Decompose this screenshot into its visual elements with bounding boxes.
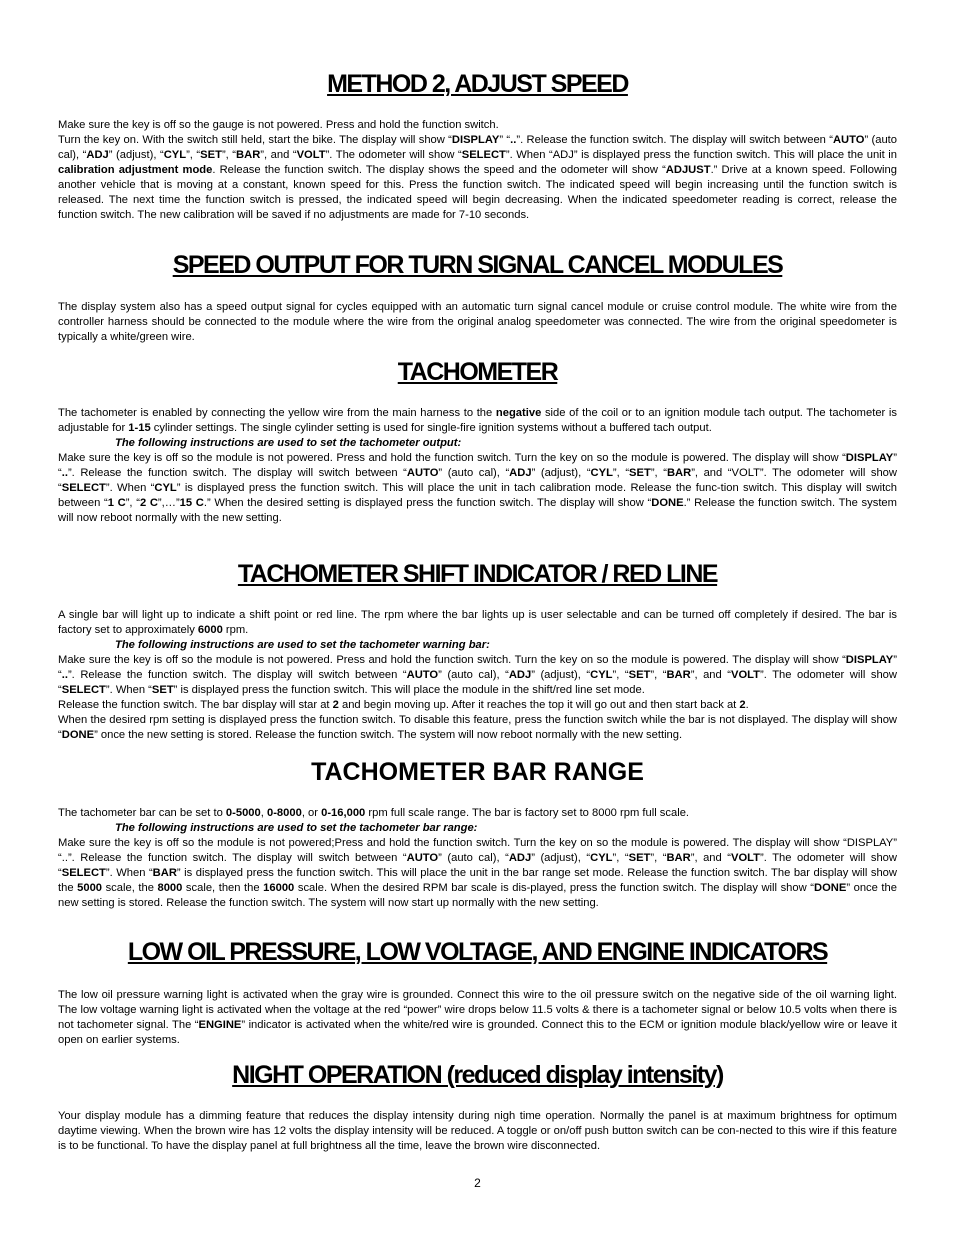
heading-shift-indicator: TACHOMETER SHIFT INDICATOR / RED LINE — [237, 560, 718, 588]
heading-indicators: LOW OIL PRESSURE, LOW VOLTAGE, AND ENGINE INDICATORS — [127, 938, 828, 966]
bar-range-note: The following instructions are used to set the tachometer bar range: — [115, 822, 478, 834]
tachometer-intro: The tachometer is enabled by connecting the yellow wire from the main harness to the negative side of the coil or to an ignition module tach output. The tachometer is adjustable for 1-15 cylinder settings. The single cylinder setting is used for single-fire ignition systems without a buffered tach output. — [58, 407, 897, 434]
bar-range-instructions: Make sure the key is off so the module is not powered;Press and hold the function switch. Turn the key on so the module is powered. The display will show “DISPLAY” “..”. Release the function switch. The display will switch between “AUTO” (auto cal), “ADJ” (adjust), “CYL”, “SET”, “BAR”, and “VOLT”. The odometer will show “SELECT”. When “BAR” is displayed press the function switch. This will place the unit in the bar range set mode. Release the function switch. The bar display will show the 5000 scale, the 8000 scale, then the 16000 scale. When the desired RPM bar scale is dis-played, press the function switch. The display will show “DONE” once the new setting is stored. Release the function switch. The system will now start up normally with the new setting. — [58, 837, 897, 909]
tachometer-instructions: Make sure the key is off so the module is not powered. Press and hold the function switch. Turn the key on so the module is powered. The display will show “DISPLAY” “..”. Release the function switch. The display will switch between “AUTO” (auto cal), “ADJ” (adjust), “CYL”, “SET”, “BAR”, and “VOLT”. The odometer will show “SELECT”. When “CYL” is displayed press the function switch. This will place the unit in tach calibration mode. Release the func-tion switch. This display will switch between “1 C”, “2 C”,…”15 C.” When the desired setting is displayed press the function switch. The display will show “DONE.” Release the function switch. The system will now reboot normally with the new setting. — [58, 452, 897, 524]
shift-indicator-intro: A single bar will light up to indicate a shift point or red line. The rpm where the bar lights up is user selectable and can be turned off completely if desired. The bar is factory set to approximately 6000 rpm. — [58, 609, 897, 636]
heading-method-2: METHOD 2, ADJUST SPEED — [327, 70, 628, 98]
speed-output-body: The display system also has a speed output signal for cycles equipped with an automatic turn signal cancel module or cruise control module. The white wire from the controller harness should be connected to the module where the wire from the original analog speedometer was connected. The wire from the original speedometer is typically a white/green wire. — [58, 301, 897, 343]
bar-range-intro: The tachometer bar can be set to 0-5000, 0-8000, or 0-16,000 rpm full scale range. The bar is factory set to 8000 rpm full scale. — [58, 807, 690, 819]
tachometer-note: The following instructions are used to set the tachometer output: — [115, 437, 462, 449]
heading-speed-output: SPEED OUTPUT FOR TURN SIGNAL CANCEL MODULES — [172, 251, 783, 279]
indicators-body: The low oil pressure warning light is activated when the gray wire is grounded. Connect this wire to the oil pressure switch on the negative side of the oil warning light. The low voltage warning light is activated when the voltage at the red “power” wire drops below 11.5 volts & there is a tachometer signal or below 10.5 volts when there is not tachometer signal. The “ENGINE” indicator is activated when the white/red wire is grounded. Connect this to the ECM or ignition module black/yellow wire or leave it open on earlier systems. — [58, 989, 897, 1046]
night-operation-body: Your display module has a dimming feature that reduces the display intensity during nigh time operation. Normally the panel is at maximum brightness for optimum daytime viewing. When the brown wire has 12 volts the display intensity will be reduced. A toggle or on/off push button switch can be con-nected to this wire if this feature is to be functional. To have the display panel at full brightness all the time, leave the brown wire disconnected. — [58, 1110, 897, 1152]
page-number: 2 — [474, 1176, 481, 1190]
shift-indicator-note: The following instructions are used to set the tachometer warning bar: — [115, 639, 490, 651]
method-2-intro: Make sure the key is off so the gauge is not powered. Press and hold the function switch. — [58, 119, 499, 131]
heading-bar-range: TACHOMETER BAR RANGE — [311, 758, 644, 786]
heading-night-operation: NIGHT OPERATION (reduced display intensity) — [232, 1061, 723, 1089]
shift-indicator-instructions: Make sure the key is off so the module is not powered. Press and hold the function switch. Turn the key on so the module is powered. The display will show “DISPLAY” “..”. Release the function switch. The display will switch between “AUTO” (auto cal), “ADJ” (adjust), “CYL”, “SET”, “BAR”, and “VOLT”. The odometer will show “SELECT”. When “SET” is displayed press the function switch. This will place the module in the shift/red line set mode. Release the function switch. The bar display will star at 2 and begin moving up. After it reaches the top it will go out and then start back at 2. When the desired rpm setting is displayed press the function switch. To disable this feature, press the function switch while the bar is not displayed. The display will show “DONE” once the new setting is stored. Release the function switch. The system will now reboot normally with the new setting. — [58, 654, 897, 741]
heading-tachometer: TACHOMETER — [397, 358, 558, 386]
method-2-body: Turn the key on. With the switch still held, start the bike. The display will show “DISPLAY” “..”. Release the function switch. The display will switch between “AUTO” (auto cal), “ADJ” (adjust), “CYL”, “SET”, “BAR”, and “VOLT”. The odometer will show “SELECT”. When “ADJ” is displayed press the function switch. This will place the unit in calibration adjustment mode. Release the function switch. The display shows the speed and the odometer will show “ADJUST.” Drive at a known speed. Following another vehicle that is moving at a constant, known speed for this. Press the function switch. The indicated speed will begin increasing until the function switch is released. The next time the function switch is pressed, the indicated speed will begin decreasing. When the indicated speedometer reading is correct, release the function switch. The new calibration will be saved if no adjustments are made for 7-10 seconds. — [58, 134, 898, 221]
